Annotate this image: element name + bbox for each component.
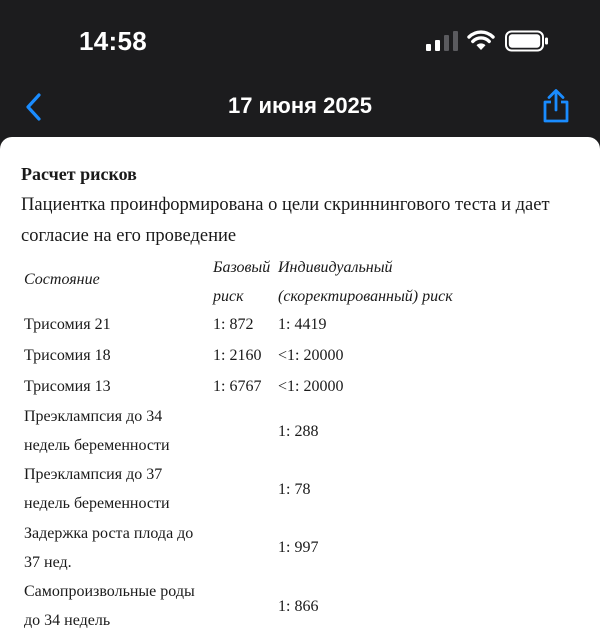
row-condition-line2: до 34 недель — [24, 612, 111, 629]
row-base-risk: 1: 872 — [213, 316, 254, 333]
wifi-icon — [467, 29, 495, 51]
header-condition: Состояние — [24, 271, 100, 288]
navigation-bar — [0, 80, 600, 136]
row-individual-risk: 1: 288 — [278, 423, 319, 440]
row-base-risk: 1: 6767 — [213, 378, 262, 395]
row-individual-risk: <1: 20000 — [278, 347, 344, 364]
row-individual-risk: 1: 866 — [278, 598, 319, 615]
row-condition-line1: Преэклампсия до 34 — [24, 408, 163, 425]
row-condition: Трисомия 13 — [24, 378, 111, 395]
document-view[interactable] — [0, 137, 600, 641]
consent-paragraph: Пациентка проинформирована о цели скриннингового теста и дает согласие на его проведение — [21, 195, 550, 246]
row-condition: Трисомия 18 — [24, 347, 111, 364]
share-icon[interactable] — [541, 88, 571, 124]
row-condition-line1: Самопроизвольные роды — [24, 583, 195, 600]
header-base-line2: риск — [213, 288, 244, 305]
row-condition-line2: недель беременности — [24, 495, 170, 512]
risk-table — [0, 137, 600, 641]
page-title: 17 июня 2025 — [227, 93, 373, 118]
row-base-risk: 1: 2160 — [213, 347, 262, 364]
row-individual-risk: 1: 997 — [278, 539, 319, 556]
row-condition: Трисомия 21 — [24, 316, 111, 333]
row-individual-risk: <1: 20000 — [278, 378, 344, 395]
status-time: 14:58 — [79, 26, 147, 56]
cellular-signal-icon — [426, 31, 458, 51]
row-individual-risk: 1: 4419 — [278, 316, 327, 333]
row-condition-line2: 37 нед. — [24, 554, 72, 571]
row-condition-line1: Преэклампсия до 37 — [24, 466, 163, 483]
status-bar — [0, 0, 600, 80]
header-individual-line2: (скоректированный) риск — [278, 288, 453, 305]
row-condition-line2: недель беременности — [24, 437, 170, 454]
section-heading: Расчет рисков — [21, 164, 137, 184]
header-individual-line1: Индивидуальный — [278, 259, 393, 276]
row-condition-line1: Задержка роста плода до — [24, 525, 194, 542]
battery-icon — [505, 30, 549, 52]
row-individual-risk: 1: 78 — [278, 481, 311, 498]
header-base-line1: Базовый — [213, 259, 271, 276]
